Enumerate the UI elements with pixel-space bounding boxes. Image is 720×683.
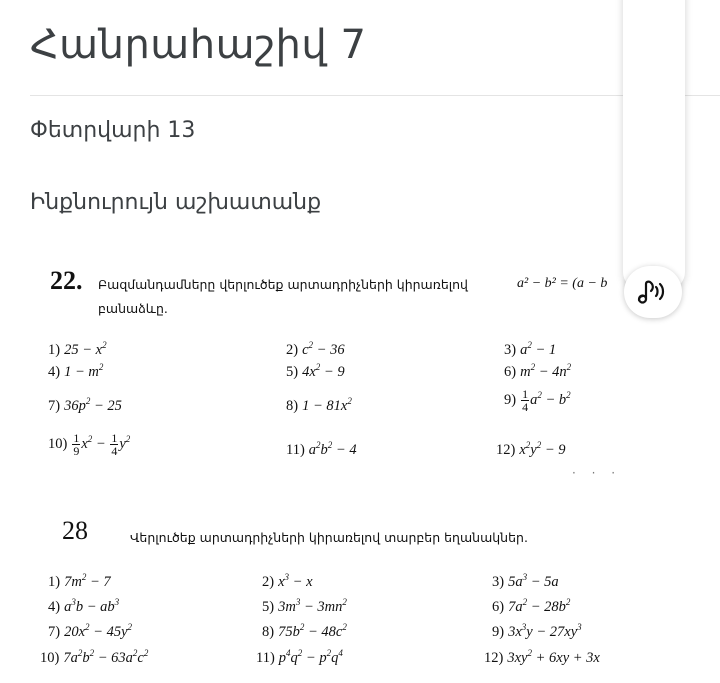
ex28-item-8: 8) $75b^2 - 48c^2$ xyxy=(262,622,347,640)
ex22-item-1: 1) $25 - x^2$ xyxy=(48,340,107,358)
ex28-item-2: 2) $x^3 - x$ xyxy=(262,572,313,590)
ex22-item-8: 8) $1 - 81x^2$ xyxy=(286,396,352,414)
page-title: Հանրահաշիվ 7 xyxy=(30,22,367,68)
ex28-item-11: 11) $p^4q^2 - p^2q^4$ xyxy=(256,648,343,666)
read-aloud-button[interactable] xyxy=(624,266,682,318)
ex22-item-9: 9) $\frac{1}{4}$ $a^2 - b^2$ xyxy=(504,387,571,414)
ex22-item-12: 12) $x^2y^2 - 9$ xyxy=(496,440,566,458)
ex22-item-3: 3) $a^2 - 1$ xyxy=(504,340,557,358)
ex28-item-4: 4) $a^3b - ab^3$ xyxy=(48,597,120,615)
ex28-item-3: 3) $5a^3 - 5a$ xyxy=(492,572,559,590)
ex28-item-5: 5) $3m^3 - 3mn^2$ xyxy=(262,597,347,615)
speaker-audio-icon xyxy=(636,278,670,306)
ex22-item-4: 4) $1 - m^2$ xyxy=(48,362,104,380)
scan-dots: · · · xyxy=(572,466,622,480)
section-heading: Ինքնուրույն աշխատանք xyxy=(30,190,322,215)
exercise-22-number: 22. xyxy=(50,266,83,295)
ex22-item-10: 10) $\frac{1}{9}$ $x^2$ − $\frac{1}{4}$ $y^2$ xyxy=(48,431,131,458)
side-panel xyxy=(623,0,685,290)
ex28-item-7: 7) $20x^2 - 45y^2$ xyxy=(48,622,133,640)
ex22-item-11: 11) $a^2b^2 - 4$ xyxy=(286,440,357,458)
ex28-item-9: 9) $3x^3y - 27xy^3$ xyxy=(492,622,582,640)
ex22-item-2: 2) $c^2 - 36$ xyxy=(286,340,345,358)
exercise-28-number: 28 xyxy=(62,516,88,545)
date-heading: Փետրվարի 13 xyxy=(30,118,196,143)
ex22-item-7: 7) $36p^2 - 25$ xyxy=(48,396,122,414)
exercise-22-formula: a² − b² = (a − b xyxy=(517,276,608,291)
title-divider xyxy=(30,95,720,96)
exercise-28-instruction: Վերլուծեք արտադրիչների կիրառելով տարբեր եղանակներ. xyxy=(130,530,528,545)
ex28-item-1: 1) $7m^2 - 7$ xyxy=(48,572,111,590)
ex28-item-10: 10) $7a^2b^2 - 63a^2c^2$ xyxy=(40,648,149,666)
ex22-item-6: 6) $m^2 - 4n^2$ xyxy=(504,362,572,380)
ex22-item-5: 5) $4x^2 - 9$ xyxy=(286,362,345,380)
ex28-item-6: 6) $7a^2 - 28b^2$ xyxy=(492,597,571,615)
exercise-22-instruction: Բազմանդամները վերլուծեք արտադրիչների կիրառելով xyxy=(98,277,468,292)
exercise-22-instruction-end: բանաձևը. xyxy=(98,301,168,316)
ex28-item-12: 12) $3xy^2 + 6xy + 3x$ xyxy=(484,648,600,666)
